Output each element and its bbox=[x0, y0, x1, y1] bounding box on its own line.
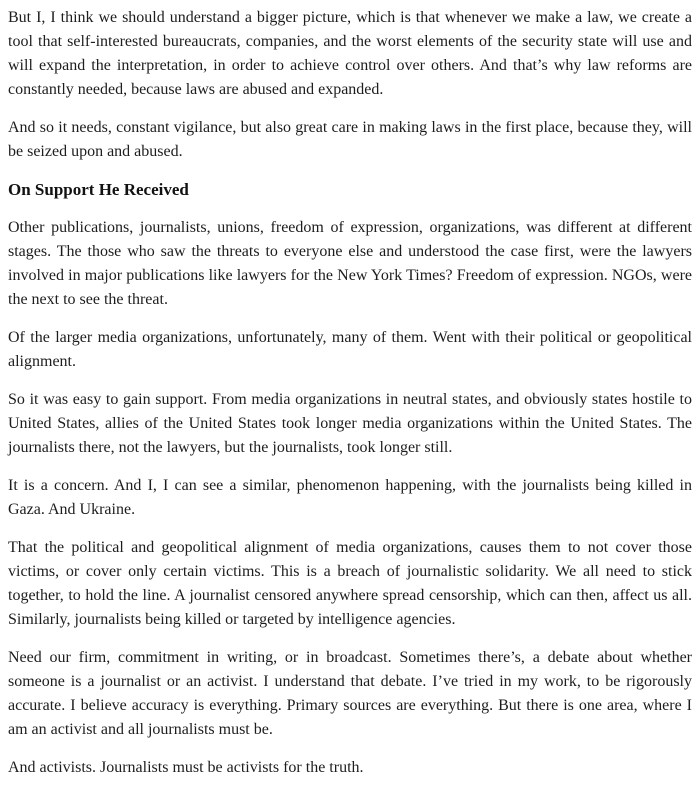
paragraph-concern-gaza-ukraine: It is a concern. And I, I can see a similar, phenomenon happening, with the journalists being killed in Gaza. And Ukraine. bbox=[8, 477, 692, 518]
paragraph-law-bigger-picture: But I, I think we should understand a bigger picture, which is that whenever we make a law, we create a tool that self-interested bureaucrats, companies, and the worst elements of the security state will use and will expand the interpretation, in order to achieve control over others. And that’s why law reforms are constantly needed, because laws are abused and expanded. bbox=[8, 9, 692, 98]
paragraph-constant-vigilance: And so it needs, constant vigilance, but also great care in making laws in the first place, because they, will be seized upon and abused. bbox=[8, 119, 692, 160]
paragraph-activists-for-truth: And activists. Journalists must be activists for the truth. bbox=[8, 759, 364, 776]
paragraph-gain-support: So it was easy to gain support. From media organizations in neutral states, and obviously states hostile to United States, allies of the United States took longer media organizations within the United States. The journalists there, not the lawyers, but the journalists, took longer still. bbox=[8, 391, 692, 456]
section-heading-support-received: On Support He Received bbox=[8, 180, 189, 199]
paragraph-other-publications: Other publications, journalists, unions, freedom of expression, organizations, was different at different stages. The those who saw the threats to everyone else and understood the case first, were the lawyers involved in major publications like lawyers for the New York Times? Freedom of expression. NGOs, were the next to see the threat. bbox=[8, 219, 692, 308]
paragraph-larger-media-orgs: Of the larger media organizations, unfortunately, many of them. Went with their political or geopolitical alignment. bbox=[8, 329, 692, 370]
paragraph-journalist-or-activist: Need our firm, commitment in writing, or in broadcast. Sometimes there’s, a debate about whether someone is a journalist or an activist. I understand that debate. I’ve tried in my work, to be rigorously accurate. I believe accuracy is everything. Primary sources are everything. But there is one area, where I am an activist and all journalists must be. bbox=[8, 649, 692, 738]
paragraph-journalistic-solidarity: That the political and geopolitical alignment of media organizations, causes them to not cover those victims, or cover only certain victims. This is a breach of journalistic solidarity. We all need to stick together, to hold the line. A journalist censored anywhere spread censorship, which can then, affect us all. Similarly, journalists being killed or targeted by intelligence agencies. bbox=[8, 539, 692, 628]
